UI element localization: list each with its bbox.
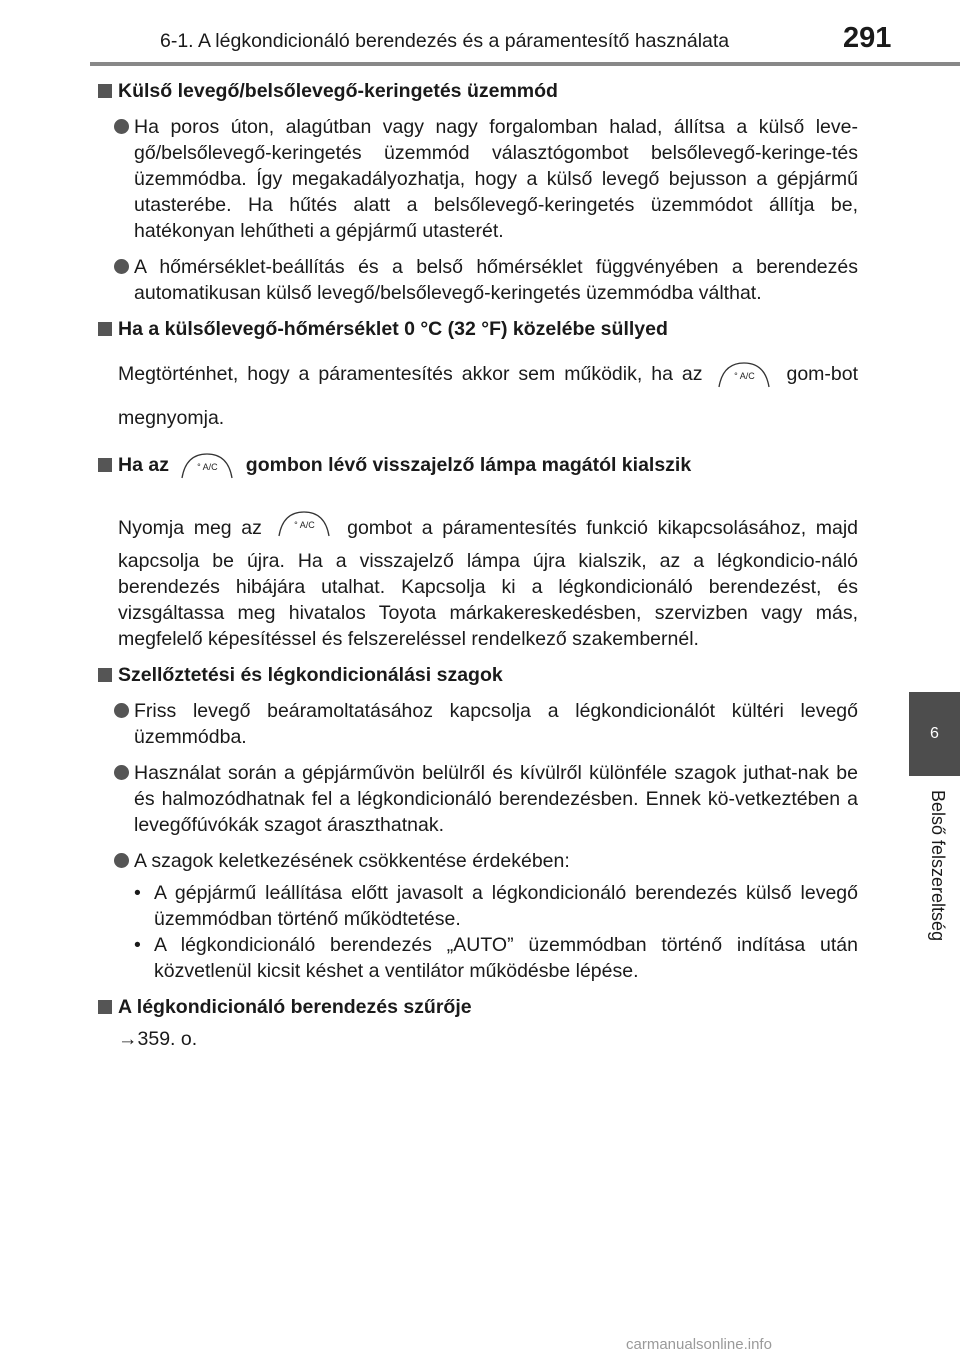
square-bullet-icon <box>98 84 112 98</box>
dot-bullet-icon: • <box>134 882 141 904</box>
list-item <box>98 254 858 306</box>
bullet-text: Használat során a gépjárművön belülről és kívülről különféle szagok juthat-nak be és halmozódhatnak fel a légkondicionáló berendezésben. Ennek kö-vetkeztében a levegőfúvókák szagot áraszthatnak. <box>134 762 858 836</box>
reference-text[interactable]: →359. o. <box>118 1028 198 1050</box>
chapter-label: Belső felszereltség <box>928 790 948 942</box>
ac-button-icon <box>180 452 234 480</box>
bullet-text: Friss levegő beáramoltatásához kapcsolja a légkondicionálót kültéri levegő üzemmódba. <box>134 700 858 748</box>
heading-text: A légkondicionáló berendezés szűrője <box>118 996 472 1018</box>
round-bullet-icon <box>114 259 129 274</box>
dot-bullet-icon: • <box>134 934 141 956</box>
section-heading <box>98 452 858 480</box>
list-item <box>98 698 858 750</box>
square-bullet-icon <box>98 1000 112 1014</box>
heading-text: Ha az <box>118 454 169 477</box>
section-heading <box>98 316 858 342</box>
sub-item-text: A légkondicionáló berendezés „AUTO” üzemmódban történő indítása után közvetlenül kicsit késhet a ventilátor működésbe lépése. <box>154 934 858 982</box>
sub-list-item <box>98 932 858 984</box>
heading-text: Ha a külsőlevegő-hőmérséklet 0 °C (32 °F) közelébe süllyed <box>118 318 668 340</box>
heading-text: gombon lévő visszajelző lámpa magától kialszik <box>245 454 692 477</box>
page-number: 291 <box>843 22 892 54</box>
ac-button-label: ° A/C <box>294 520 315 530</box>
square-bullet-icon <box>98 322 112 336</box>
list-item <box>98 114 858 244</box>
section-heading <box>98 662 858 688</box>
sub-list <box>98 880 858 984</box>
list-item <box>98 760 858 838</box>
section-heading <box>98 78 858 104</box>
round-bullet-icon <box>114 119 129 134</box>
page-header-title: 6-1. A légkondicionáló berendezés és a páramentesítő használata <box>160 30 730 52</box>
ac-button-icon <box>277 510 331 538</box>
page-content <box>98 78 858 1052</box>
paragraph <box>98 510 858 652</box>
watermark: carmanualsonline.info <box>626 1336 772 1353</box>
paragraph <box>98 352 858 440</box>
paragraph-text: gombot a páramentesítés funkció kikapcsolásához, majd kapcsolja be újra. Ha a visszajelző lámpa újra kialszik, az a légkondicio-náló berendezés hibájára utalhat. Kapcsolja ki a légkondicionáló berendezést, és vizsgáltassa meg hivatalos Toyota márkakereskedésben, szervizben vagy más, megfelelő képesítéssel és felszereléssel rendelkező szakembernél. <box>118 517 859 650</box>
bullet-text: A hőmérséklet-beállítás és a belső hőmérséklet függvényében a berendezés automatikusan külső levegő/belsőlevegő-keringetés üzemmódba válthat. <box>134 256 858 304</box>
sub-item-text: A gépjármű leállítása előtt javasolt a légkondicionáló berendezés külső levegő üzemmódban történő működtetése. <box>154 882 858 930</box>
bullet-text: Ha poros úton, alagútban vagy nagy forgalomban halad, állítsa a külső leve-gő/belsőlevegő-keringetés üzemmód választógombot belsőlevegő-keringe-tés üzemmódba. Így megakadályozhatja, hogy a külső levegő bejusson a gépjármű utasterébe. Ha hűtés alatt a belsőlevegő-keringetés üzemmódot állítja be, hatékonyan lehűtheti a gépjármű utasterét. <box>134 116 858 242</box>
bullet-text: A szagok keletkezésének csökkentése érdekében: <box>134 850 570 872</box>
round-bullet-icon <box>114 765 129 780</box>
round-bullet-icon <box>114 853 129 868</box>
round-bullet-icon <box>114 703 129 718</box>
square-bullet-icon <box>98 668 112 682</box>
paragraph-text: Megtörténhet, hogy a páramentesítés akkor sem működik, ha az <box>118 363 703 385</box>
list-item <box>98 848 858 874</box>
ac-button-icon <box>717 361 771 389</box>
section-heading <box>98 994 858 1020</box>
paragraph-text: gom-bot megnyomja. <box>118 363 859 429</box>
heading-text: Szellőztetési és légkondicionálási szagok <box>118 664 503 686</box>
chapter-number: 6 <box>930 725 939 742</box>
ac-button-label: ° A/C <box>197 462 218 472</box>
paragraph-text: Nyomja meg az <box>118 517 262 540</box>
square-bullet-icon <box>98 458 112 472</box>
chapter-tab[interactable] <box>909 692 960 776</box>
header-divider <box>90 62 960 66</box>
ac-button-label: ° A/C <box>734 370 755 381</box>
heading-text: Külső levegő/belsőlevegő-keringetés üzemmód <box>118 80 558 102</box>
sub-list-item <box>98 880 858 932</box>
page-reference-link[interactable] <box>98 1026 858 1052</box>
